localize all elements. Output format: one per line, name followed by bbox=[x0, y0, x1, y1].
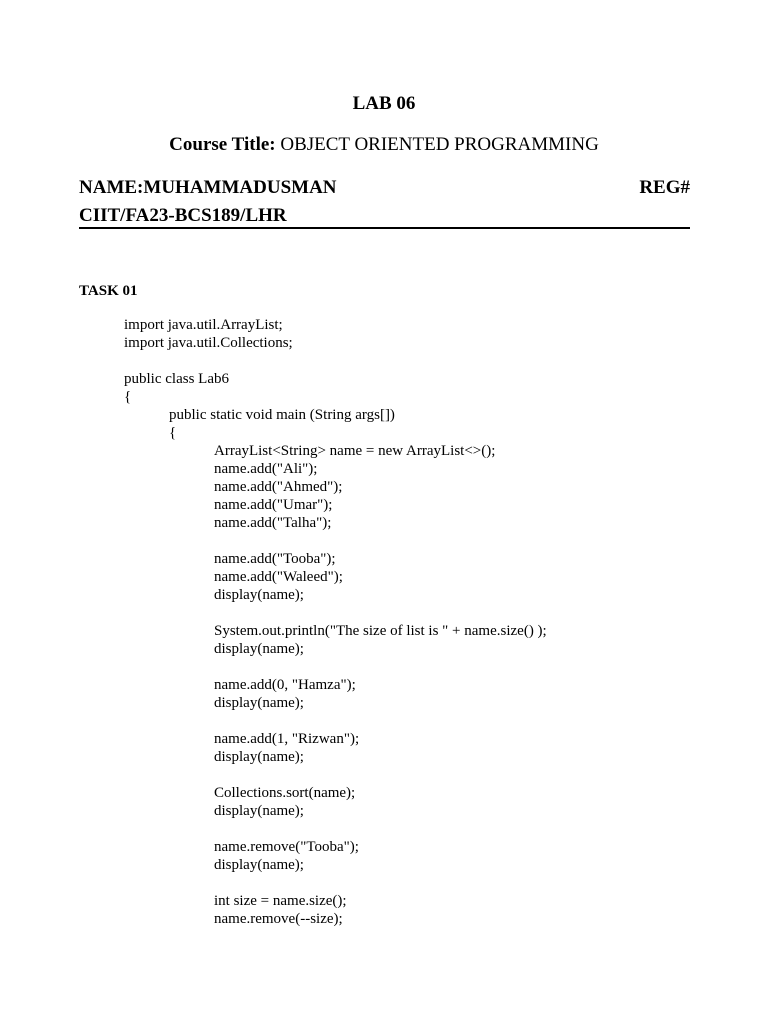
code-line: Collections.sort(name); bbox=[214, 785, 356, 801]
code-line: public static void main (String args[]) bbox=[169, 407, 395, 423]
course-title-label: Course Title: bbox=[169, 134, 276, 155]
code-blank-line bbox=[0, 766, 547, 784]
code-blank-line bbox=[0, 658, 547, 676]
code-line: int size = name.size(); bbox=[214, 893, 347, 909]
code-line: name.add("Umar"); bbox=[214, 497, 333, 513]
code-line: display(name); bbox=[214, 749, 304, 765]
code-line: name.remove(--size); bbox=[214, 911, 343, 927]
code-line: import java.util.Collections; bbox=[124, 335, 293, 351]
name-row bbox=[79, 174, 690, 202]
code-line: import java.util.ArrayList; bbox=[124, 317, 283, 333]
name-first: MUHAMMAD bbox=[143, 177, 267, 198]
code-blank-line bbox=[0, 874, 547, 892]
reg-label: REG# bbox=[639, 177, 690, 198]
code-blank-line bbox=[0, 604, 547, 622]
course-title-value: OBJECT ORIENTED PROGRAMMING bbox=[275, 134, 599, 155]
code-line: display(name); bbox=[214, 803, 304, 819]
code-line: name.add(1, "Rizwan"); bbox=[214, 731, 360, 747]
code-line: display(name); bbox=[214, 695, 304, 711]
course-title-line bbox=[0, 134, 768, 156]
code-block bbox=[0, 316, 547, 928]
code-blank-line bbox=[0, 532, 547, 550]
code-line: display(name); bbox=[214, 587, 304, 603]
code-blank-line bbox=[0, 352, 547, 370]
name-label: NAME: bbox=[79, 177, 144, 198]
header-divider bbox=[79, 227, 690, 229]
code-line: name.add("Talha"); bbox=[214, 515, 332, 531]
code-line: name.add("Ahmed"); bbox=[214, 479, 343, 495]
code-blank-line bbox=[0, 712, 547, 730]
code-line: ArrayList<String> name = new ArrayList<>(); bbox=[214, 443, 496, 459]
code-line: { bbox=[169, 425, 177, 441]
task-heading: TASK 01 bbox=[79, 283, 138, 299]
code-line: display(name); bbox=[214, 857, 304, 873]
name-last: USMAN bbox=[266, 177, 337, 198]
name-row-spacer bbox=[337, 174, 640, 202]
code-line: { bbox=[124, 389, 132, 405]
student-info bbox=[79, 174, 690, 230]
code-line: name.add("Ali"); bbox=[214, 461, 318, 477]
code-line: name.add("Tooba"); bbox=[214, 551, 336, 567]
code-line: public class Lab6 bbox=[124, 371, 229, 387]
lab-title: LAB 06 bbox=[352, 93, 416, 114]
code-blank-line bbox=[0, 820, 547, 838]
code-line: name.add(0, "Hamza"); bbox=[214, 677, 356, 693]
code-line: System.out.println("The size of list is " + name.size() ); bbox=[214, 623, 547, 639]
reg-value: CIIT/FA23-BCS189/LHR bbox=[79, 205, 287, 226]
code-line: display(name); bbox=[214, 641, 304, 657]
code-line: name.remove("Tooba"); bbox=[214, 839, 359, 855]
code-line: name.add("Waleed"); bbox=[214, 569, 343, 585]
